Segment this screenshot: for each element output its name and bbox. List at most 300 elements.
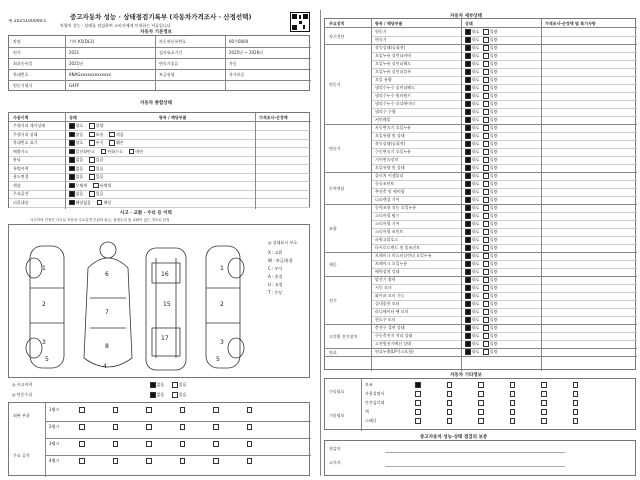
repair-option-label: 있음 xyxy=(178,392,187,397)
row-divider xyxy=(371,316,637,317)
detail-checkbox[interactable] xyxy=(465,277,471,283)
state-checkbox[interactable] xyxy=(89,191,95,197)
detail-checkbox[interactable] xyxy=(465,53,471,59)
rank-checkbox[interactable] xyxy=(213,407,219,413)
detail-checkbox[interactable] xyxy=(465,157,471,163)
detail-state-options xyxy=(465,29,501,35)
state-option-label: 훼손 xyxy=(115,140,124,145)
row-divider xyxy=(9,164,311,165)
rank-checkbox-row xyxy=(79,407,280,413)
detail-checkbox[interactable] xyxy=(483,149,489,155)
detail-checkbox[interactable] xyxy=(483,29,489,35)
signature-line xyxy=(385,452,565,453)
detail-checkbox[interactable] xyxy=(465,61,471,67)
svg-text:2: 2 xyxy=(220,301,224,308)
detail-option-label: 양호 xyxy=(471,245,480,250)
state-option-label: 해당없음 xyxy=(75,199,91,205)
detail-checkbox[interactable] xyxy=(465,117,471,123)
detail-checkbox[interactable] xyxy=(465,293,471,299)
detail-option-label: 양호 xyxy=(471,325,480,330)
option-checkbox[interactable] xyxy=(573,382,579,388)
detail-item-label: 실내송풍 모터 xyxy=(375,301,400,306)
detail-checkbox[interactable] xyxy=(483,53,489,59)
detail-option-label: 양호 xyxy=(471,37,480,42)
detail-item-label: 라디에이터 팬 모터 xyxy=(375,309,409,314)
row-divider xyxy=(9,181,311,182)
detail-option-label: 불량 xyxy=(489,149,498,154)
option-checkbox[interactable] xyxy=(415,418,421,424)
rank-checkbox[interactable] xyxy=(113,407,119,413)
row-divider xyxy=(371,116,637,117)
option-checkbox[interactable] xyxy=(447,409,453,415)
state-checkbox[interactable] xyxy=(69,157,75,163)
detail-checkbox[interactable] xyxy=(483,293,489,299)
detail-item-label: 타이로드엔드 및 볼조인트 xyxy=(375,245,421,250)
detail-checkbox[interactable] xyxy=(483,77,489,83)
state-row-options xyxy=(69,149,149,155)
detail-checkbox[interactable] xyxy=(465,341,471,347)
detail-checkbox[interactable] xyxy=(465,69,471,75)
row-divider xyxy=(371,220,637,221)
detail-state-options xyxy=(465,213,501,219)
detail-state-options xyxy=(465,117,501,123)
section-other-info: 자동차 기타정보 xyxy=(450,373,482,378)
detail-checkbox[interactable] xyxy=(483,245,489,251)
detail-checkbox[interactable] xyxy=(465,173,471,179)
state-option-label: 불량 xyxy=(95,123,104,128)
detail-state-options xyxy=(465,269,501,275)
detail-item-label: 냉각수누수 워터펌프 xyxy=(375,93,412,98)
option-checkbox[interactable] xyxy=(573,391,579,397)
state-checkbox[interactable] xyxy=(93,183,99,189)
detail-option-label: 불량 xyxy=(489,261,498,266)
row-divider xyxy=(9,47,311,48)
rank-checkbox[interactable] xyxy=(213,441,219,447)
detail-checkbox[interactable] xyxy=(465,325,471,331)
detail-checkbox[interactable] xyxy=(465,125,471,131)
detail-state-table xyxy=(324,18,636,370)
svg-text:7: 7 xyxy=(105,309,109,316)
form-subtitle: 차량의 성능 · 상태를 점검하여 소비자에게 안내하는 서류입니다 xyxy=(60,23,171,28)
rank-checkbox[interactable] xyxy=(146,441,152,447)
detail-checkbox[interactable] xyxy=(483,205,489,211)
option-checkbox[interactable] xyxy=(415,391,421,397)
option-checkbox[interactable] xyxy=(415,382,421,388)
detail-checkbox[interactable] xyxy=(465,141,471,147)
detail-checkbox[interactable] xyxy=(465,237,471,243)
detail-checkbox[interactable] xyxy=(483,37,489,43)
simple-repair-label: ◎ 단순수리 xyxy=(12,392,33,397)
option-checkbox[interactable] xyxy=(415,400,421,406)
detail-checkbox[interactable] xyxy=(465,45,471,51)
detail-state-options xyxy=(465,293,501,299)
option-checkbox[interactable] xyxy=(478,418,484,424)
option-checkbox[interactable] xyxy=(510,391,516,397)
detail-checkbox[interactable] xyxy=(465,253,471,259)
option-checkbox[interactable] xyxy=(541,382,547,388)
detail-option-label: 양호 xyxy=(471,45,480,50)
option-checkbox[interactable] xyxy=(541,391,547,397)
state-checkbox[interactable] xyxy=(89,123,95,129)
detail-checkbox[interactable] xyxy=(483,269,489,275)
detail-item-label: 자동변속기 오일누유 xyxy=(375,125,412,130)
detail-option-label: 양호 xyxy=(471,277,480,282)
state-option-label: 양호 xyxy=(75,123,84,128)
detail-checkbox[interactable] xyxy=(465,101,471,107)
detail-checkbox[interactable] xyxy=(483,125,489,131)
option-checkbox[interactable] xyxy=(447,418,453,424)
detail-option-label: 불량 xyxy=(489,229,498,234)
option-group-label: 수리필요 xyxy=(329,389,345,394)
detail-state-options xyxy=(465,149,501,155)
detail-checkbox[interactable] xyxy=(483,197,489,203)
detail-checkbox[interactable] xyxy=(465,221,471,227)
rank-table xyxy=(8,402,310,476)
detail-option-label: 불량 xyxy=(489,309,498,314)
option-checkbox[interactable] xyxy=(541,400,547,406)
detail-checkbox[interactable] xyxy=(483,261,489,267)
detail-item-label: 연료누출(LP가스포함) xyxy=(375,349,414,354)
option-checkbox[interactable] xyxy=(541,409,547,415)
detail-option-label: 불량 xyxy=(489,333,498,338)
rank-checkbox[interactable] xyxy=(213,458,219,464)
detail-state-options xyxy=(465,109,501,115)
detail-checkbox[interactable] xyxy=(465,309,471,315)
state-checkbox[interactable] xyxy=(89,157,95,163)
detail-state-options xyxy=(465,205,501,211)
detail-option-label: 양호 xyxy=(471,197,480,202)
option-checkbox[interactable] xyxy=(573,409,579,415)
repair-checkbox[interactable] xyxy=(150,382,156,388)
detail-checkbox[interactable] xyxy=(483,317,489,323)
detail-checkbox[interactable] xyxy=(465,93,471,99)
detail-checkbox[interactable] xyxy=(483,309,489,315)
repair-checkbox[interactable] xyxy=(150,392,156,398)
detail-option-label: 불량 xyxy=(489,133,498,138)
detail-checkbox[interactable] xyxy=(465,213,471,219)
basic-label: 원동기형식 xyxy=(13,83,33,88)
rank-checkbox[interactable] xyxy=(180,424,186,430)
rank-checkbox[interactable] xyxy=(180,458,186,464)
rank-checkbox[interactable] xyxy=(113,458,119,464)
detail-checkbox[interactable] xyxy=(465,301,471,307)
option-checkbox[interactable] xyxy=(573,418,579,424)
detail-checkbox[interactable] xyxy=(483,189,489,195)
detail-state-options xyxy=(465,301,501,307)
option-checkbox-row xyxy=(415,382,604,388)
row-divider xyxy=(371,308,637,309)
state-option-label: 있음 xyxy=(95,174,104,179)
detail-option-label: 불량 xyxy=(489,293,498,298)
detail-checkbox[interactable] xyxy=(465,317,471,323)
basic-value-2: 2025년 ~ 2026년 xyxy=(229,50,263,55)
detail-state-options xyxy=(465,101,501,107)
detail-checkbox[interactable] xyxy=(483,133,489,139)
detail-checkbox[interactable] xyxy=(465,37,471,43)
detail-group-label: 자기진단 xyxy=(329,34,345,39)
rank-checkbox[interactable] xyxy=(79,441,85,447)
detail-state-options xyxy=(465,141,501,147)
detail-checkbox[interactable] xyxy=(465,29,471,35)
row-divider xyxy=(9,190,311,191)
rank-checkbox-row xyxy=(79,424,280,430)
state-checkbox[interactable] xyxy=(69,174,75,180)
option-checkbox[interactable] xyxy=(478,391,484,397)
detail-checkbox[interactable] xyxy=(483,69,489,75)
state-checkbox[interactable] xyxy=(69,149,75,155)
legend-item: X : 교환 xyxy=(268,250,283,255)
detail-checkbox[interactable] xyxy=(483,349,489,355)
rank-checkbox[interactable] xyxy=(146,424,152,430)
signature-line xyxy=(385,466,565,467)
detail-checkbox[interactable] xyxy=(465,85,471,91)
state-row-options xyxy=(69,157,109,163)
detail-checkbox[interactable] xyxy=(483,181,489,187)
rank-checkbox[interactable] xyxy=(247,407,253,413)
detail-state-options xyxy=(465,341,501,347)
detail-checkbox[interactable] xyxy=(465,333,471,339)
rank-checkbox[interactable] xyxy=(180,441,186,447)
row-divider xyxy=(371,300,637,301)
option-checkbox[interactable] xyxy=(447,400,453,406)
state-option-label: 양호 xyxy=(75,140,84,145)
detail-option-label: 불량 xyxy=(489,61,498,66)
detail-checkbox[interactable] xyxy=(465,197,471,203)
detail-option-label: 불량 xyxy=(489,237,498,242)
rank-outer-label: 외판 부위 xyxy=(13,413,30,418)
detail-state-options xyxy=(465,277,501,283)
state-checkbox[interactable] xyxy=(97,200,103,206)
detail-checkbox[interactable] xyxy=(483,229,489,235)
detail-checkbox[interactable] xyxy=(465,349,471,355)
detail-item-label: 커먼레일 xyxy=(375,117,391,122)
detail-checkbox[interactable] xyxy=(465,165,471,171)
option-checkbox[interactable] xyxy=(478,382,484,388)
detail-checkbox[interactable] xyxy=(465,109,471,115)
detail-option-label: 불량 xyxy=(489,93,498,98)
detail-checkbox[interactable] xyxy=(483,141,489,147)
detail-option-label: 양호 xyxy=(471,269,480,274)
option-checkbox[interactable] xyxy=(510,418,516,424)
state-checkbox[interactable] xyxy=(129,149,135,155)
detail-checkbox[interactable] xyxy=(483,109,489,115)
detail-checkbox[interactable] xyxy=(483,61,489,67)
detail-option-label: 양호 xyxy=(471,117,480,122)
detail-checkbox[interactable] xyxy=(483,341,489,347)
accident-history-label: ◎ 사고이력 xyxy=(12,382,33,387)
rank-checkbox[interactable] xyxy=(113,441,119,447)
state-checkbox[interactable] xyxy=(101,149,107,155)
rank-label: 1랭크 xyxy=(49,407,60,412)
state-checkbox[interactable] xyxy=(69,183,75,189)
basic-label: 차대번호 xyxy=(13,72,29,77)
detail-checkbox[interactable] xyxy=(483,157,489,163)
state-option-label: 있음 xyxy=(95,165,104,171)
detail-option-label: 양호 xyxy=(471,293,480,298)
rank-checkbox[interactable] xyxy=(247,424,253,430)
svg-text:2: 2 xyxy=(42,301,46,308)
option-row-label: 보유 xyxy=(365,382,373,387)
state-checkbox[interactable] xyxy=(69,200,75,206)
detail-checkbox[interactable] xyxy=(483,325,489,331)
rank-checkbox[interactable] xyxy=(146,407,152,413)
detail-checkbox[interactable] xyxy=(483,301,489,307)
state-row-label: 튜닝 xyxy=(13,157,21,162)
detail-checkbox[interactable] xyxy=(483,277,489,283)
repair-checkbox[interactable] xyxy=(172,382,178,388)
detail-checkbox[interactable] xyxy=(465,269,471,275)
detail-item-label: 작동상태(공회전) xyxy=(375,45,406,50)
detail-checkbox[interactable] xyxy=(483,333,489,339)
rank-checkbox[interactable] xyxy=(79,424,85,430)
detail-checkbox[interactable] xyxy=(465,181,471,187)
option-checkbox[interactable] xyxy=(447,382,453,388)
form-number: 제 2025100000호 xyxy=(8,19,47,24)
detail-option-label: 양호 xyxy=(471,149,480,154)
detail-checkbox[interactable] xyxy=(483,213,489,219)
detail-checkbox[interactable] xyxy=(483,85,489,91)
basic-value: 2021 xyxy=(69,50,80,55)
detail-checkbox[interactable] xyxy=(465,245,471,251)
option-checkbox[interactable] xyxy=(510,382,516,388)
detail-checkbox[interactable] xyxy=(465,189,471,195)
option-checkbox[interactable] xyxy=(478,409,484,415)
row-divider xyxy=(371,268,637,269)
state-checkbox[interactable] xyxy=(89,174,95,180)
detail-item-label: 파워고압호스 xyxy=(375,237,399,242)
state-checkbox[interactable] xyxy=(69,191,75,197)
detail-checkbox[interactable] xyxy=(483,165,489,171)
row-divider xyxy=(371,292,637,293)
detail-option-label: 양호 xyxy=(471,333,480,338)
detail-checkbox[interactable] xyxy=(465,205,471,211)
option-checkbox[interactable] xyxy=(478,400,484,406)
row-divider xyxy=(9,69,311,70)
detail-item-label: 디피렌셜 기어 xyxy=(375,197,400,202)
detail-checkbox[interactable] xyxy=(483,237,489,243)
basic-value-2: 00가0000 xyxy=(229,39,249,44)
state-checkbox[interactable] xyxy=(89,132,95,138)
state-checkbox[interactable] xyxy=(109,132,115,138)
rank-checkbox[interactable] xyxy=(79,407,85,413)
guarantee-row-label: 고지자 xyxy=(329,460,341,465)
detail-state-options xyxy=(465,125,501,131)
svg-text:3: 3 xyxy=(42,339,46,346)
rank-checkbox[interactable] xyxy=(79,458,85,464)
repair-checkbox[interactable] xyxy=(172,392,178,398)
option-checkbox[interactable] xyxy=(541,418,547,424)
basic-label-2: 자동차등록번호 xyxy=(159,39,187,44)
detail-option-label: 양호 xyxy=(471,205,480,210)
col-divider xyxy=(541,19,542,371)
detail-option-label: 양호 xyxy=(471,101,480,106)
option-checkbox[interactable] xyxy=(573,400,579,406)
detail-checkbox[interactable] xyxy=(465,77,471,83)
detail-checkbox[interactable] xyxy=(483,117,489,123)
state-row-label: 주요옵션 xyxy=(13,191,29,196)
rank-checkbox[interactable] xyxy=(146,458,152,464)
detail-checkbox[interactable] xyxy=(483,221,489,227)
option-checkbox-row xyxy=(415,400,604,406)
rank-checkbox[interactable] xyxy=(247,441,253,447)
detail-checkbox[interactable] xyxy=(483,93,489,99)
detail-checkbox[interactable] xyxy=(465,229,471,235)
detail-option-label: 불량 xyxy=(489,173,498,178)
state-option-label: 매연 xyxy=(135,148,144,154)
detail-group-label: 전기 xyxy=(329,298,337,303)
detail-checkbox[interactable] xyxy=(483,173,489,179)
state-checkbox[interactable] xyxy=(89,140,95,146)
detail-state-options xyxy=(465,237,501,243)
detail-option-label: 양호 xyxy=(471,77,480,82)
option-checkbox[interactable] xyxy=(510,409,516,415)
row-divider xyxy=(371,236,637,237)
detail-checkbox[interactable] xyxy=(483,285,489,291)
detail-item-label: 스티어링 조인트 xyxy=(375,229,404,234)
detail-item-label: 냉각수누수 라디에이터 xyxy=(375,101,415,106)
state-row-options xyxy=(69,140,130,146)
detail-group-label: 연료 xyxy=(329,350,337,355)
detail-checkbox[interactable] xyxy=(483,253,489,259)
detail-item-label: 기어변속장치 xyxy=(375,157,399,162)
state-checkbox[interactable] xyxy=(69,140,75,146)
basic-label: 최초등록일 xyxy=(13,61,33,66)
rank-frame-label: 주요 골격 xyxy=(13,453,30,458)
state-checkbox[interactable] xyxy=(69,123,75,129)
detail-checkbox[interactable] xyxy=(483,101,489,107)
rank-label: 3랭크 xyxy=(49,441,60,446)
rank-checkbox[interactable] xyxy=(113,424,119,430)
detail-checkbox[interactable] xyxy=(465,285,471,291)
detail-option-label: 불량 xyxy=(489,205,498,210)
detail-option-label: 양호 xyxy=(471,85,480,90)
detail-state-options xyxy=(465,309,501,315)
detail-option-label: 양호 xyxy=(471,141,480,146)
state-checkbox[interactable] xyxy=(69,132,75,138)
detail-option-label: 불량 xyxy=(489,101,498,106)
row-divider xyxy=(45,455,311,456)
detail-checkbox[interactable] xyxy=(465,149,471,155)
state-checkbox[interactable] xyxy=(109,140,115,146)
rank-checkbox[interactable] xyxy=(213,424,219,430)
option-checkbox[interactable] xyxy=(447,391,453,397)
detail-option-label: 양호 xyxy=(471,317,480,322)
legend-title: ◎ 상태표시 부호 xyxy=(268,240,298,245)
detail-option-label: 양호 xyxy=(471,157,480,162)
rank-checkbox[interactable] xyxy=(247,458,253,464)
detail-item-label: 브레이크 마스터실린더 오일누유 xyxy=(375,253,432,258)
state-row-options xyxy=(69,183,117,189)
detail-state-options xyxy=(465,317,501,323)
basic-label-2: 보증유형 xyxy=(159,72,175,77)
state-checkbox[interactable] xyxy=(89,166,95,172)
option-checkbox[interactable] xyxy=(415,409,421,415)
detail-checkbox[interactable] xyxy=(465,133,471,139)
col-divider xyxy=(225,36,226,91)
detail-checkbox[interactable] xyxy=(483,45,489,51)
state-row-options xyxy=(69,191,109,197)
option-checkbox[interactable] xyxy=(510,400,516,406)
svg-text:4: 4 xyxy=(103,363,107,370)
option-checkbox-row xyxy=(415,409,604,415)
state-checkbox[interactable] xyxy=(69,166,75,172)
rank-checkbox[interactable] xyxy=(180,407,186,413)
detail-item-label: 와이퍼 모터 기능 xyxy=(375,293,405,298)
detail-item-label: 충전구 절연 상태 xyxy=(375,325,405,330)
basic-label-2: 변속기종류 xyxy=(159,61,179,66)
row-divider xyxy=(45,438,311,439)
detail-checkbox[interactable] xyxy=(465,261,471,267)
